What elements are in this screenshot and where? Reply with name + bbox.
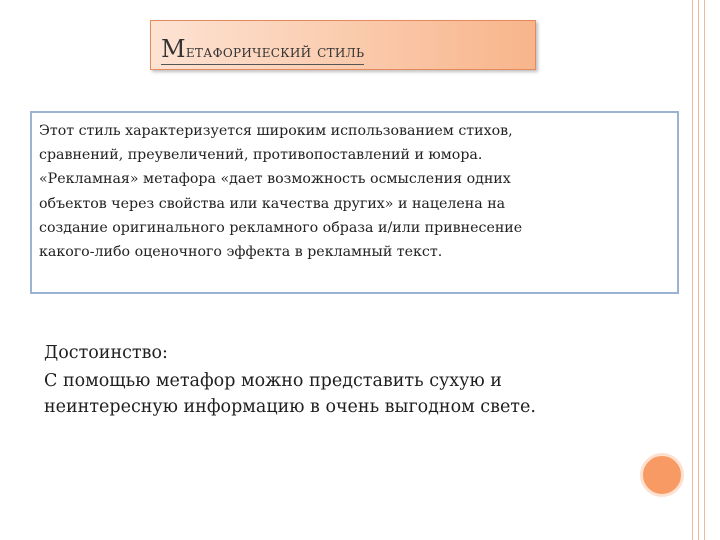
advantage-text: С помощью метафор можно представить сухую и неинтересную информацию в очень выгодном свете. [44, 371, 536, 417]
advantage-label: Достоинство: [44, 343, 168, 363]
title-first-letter: М [161, 35, 186, 63]
description-text: Этот стиль характеризуется широким использованием стихов, сравнений, преувеличений, противопоставлений и юмора. «Рекламная» метафора «дает возможность осмысления одних объектов через свойства или качества других» и нацелена на создание оригинального рекламного образа и/или привнесение какого-либо оценочного эффекта в рекламный текст. [39, 123, 523, 261]
title-rest: етафорический стиль [185, 42, 365, 62]
decorative-line [692, 0, 693, 540]
description-box [30, 111, 679, 294]
decorative-line [704, 0, 705, 540]
decorative-line [698, 0, 699, 540]
decorative-right-border [688, 0, 720, 540]
decorative-circle [640, 453, 684, 497]
advantage-section [44, 340, 644, 420]
title-box [150, 20, 536, 70]
slide-title [161, 37, 364, 65]
